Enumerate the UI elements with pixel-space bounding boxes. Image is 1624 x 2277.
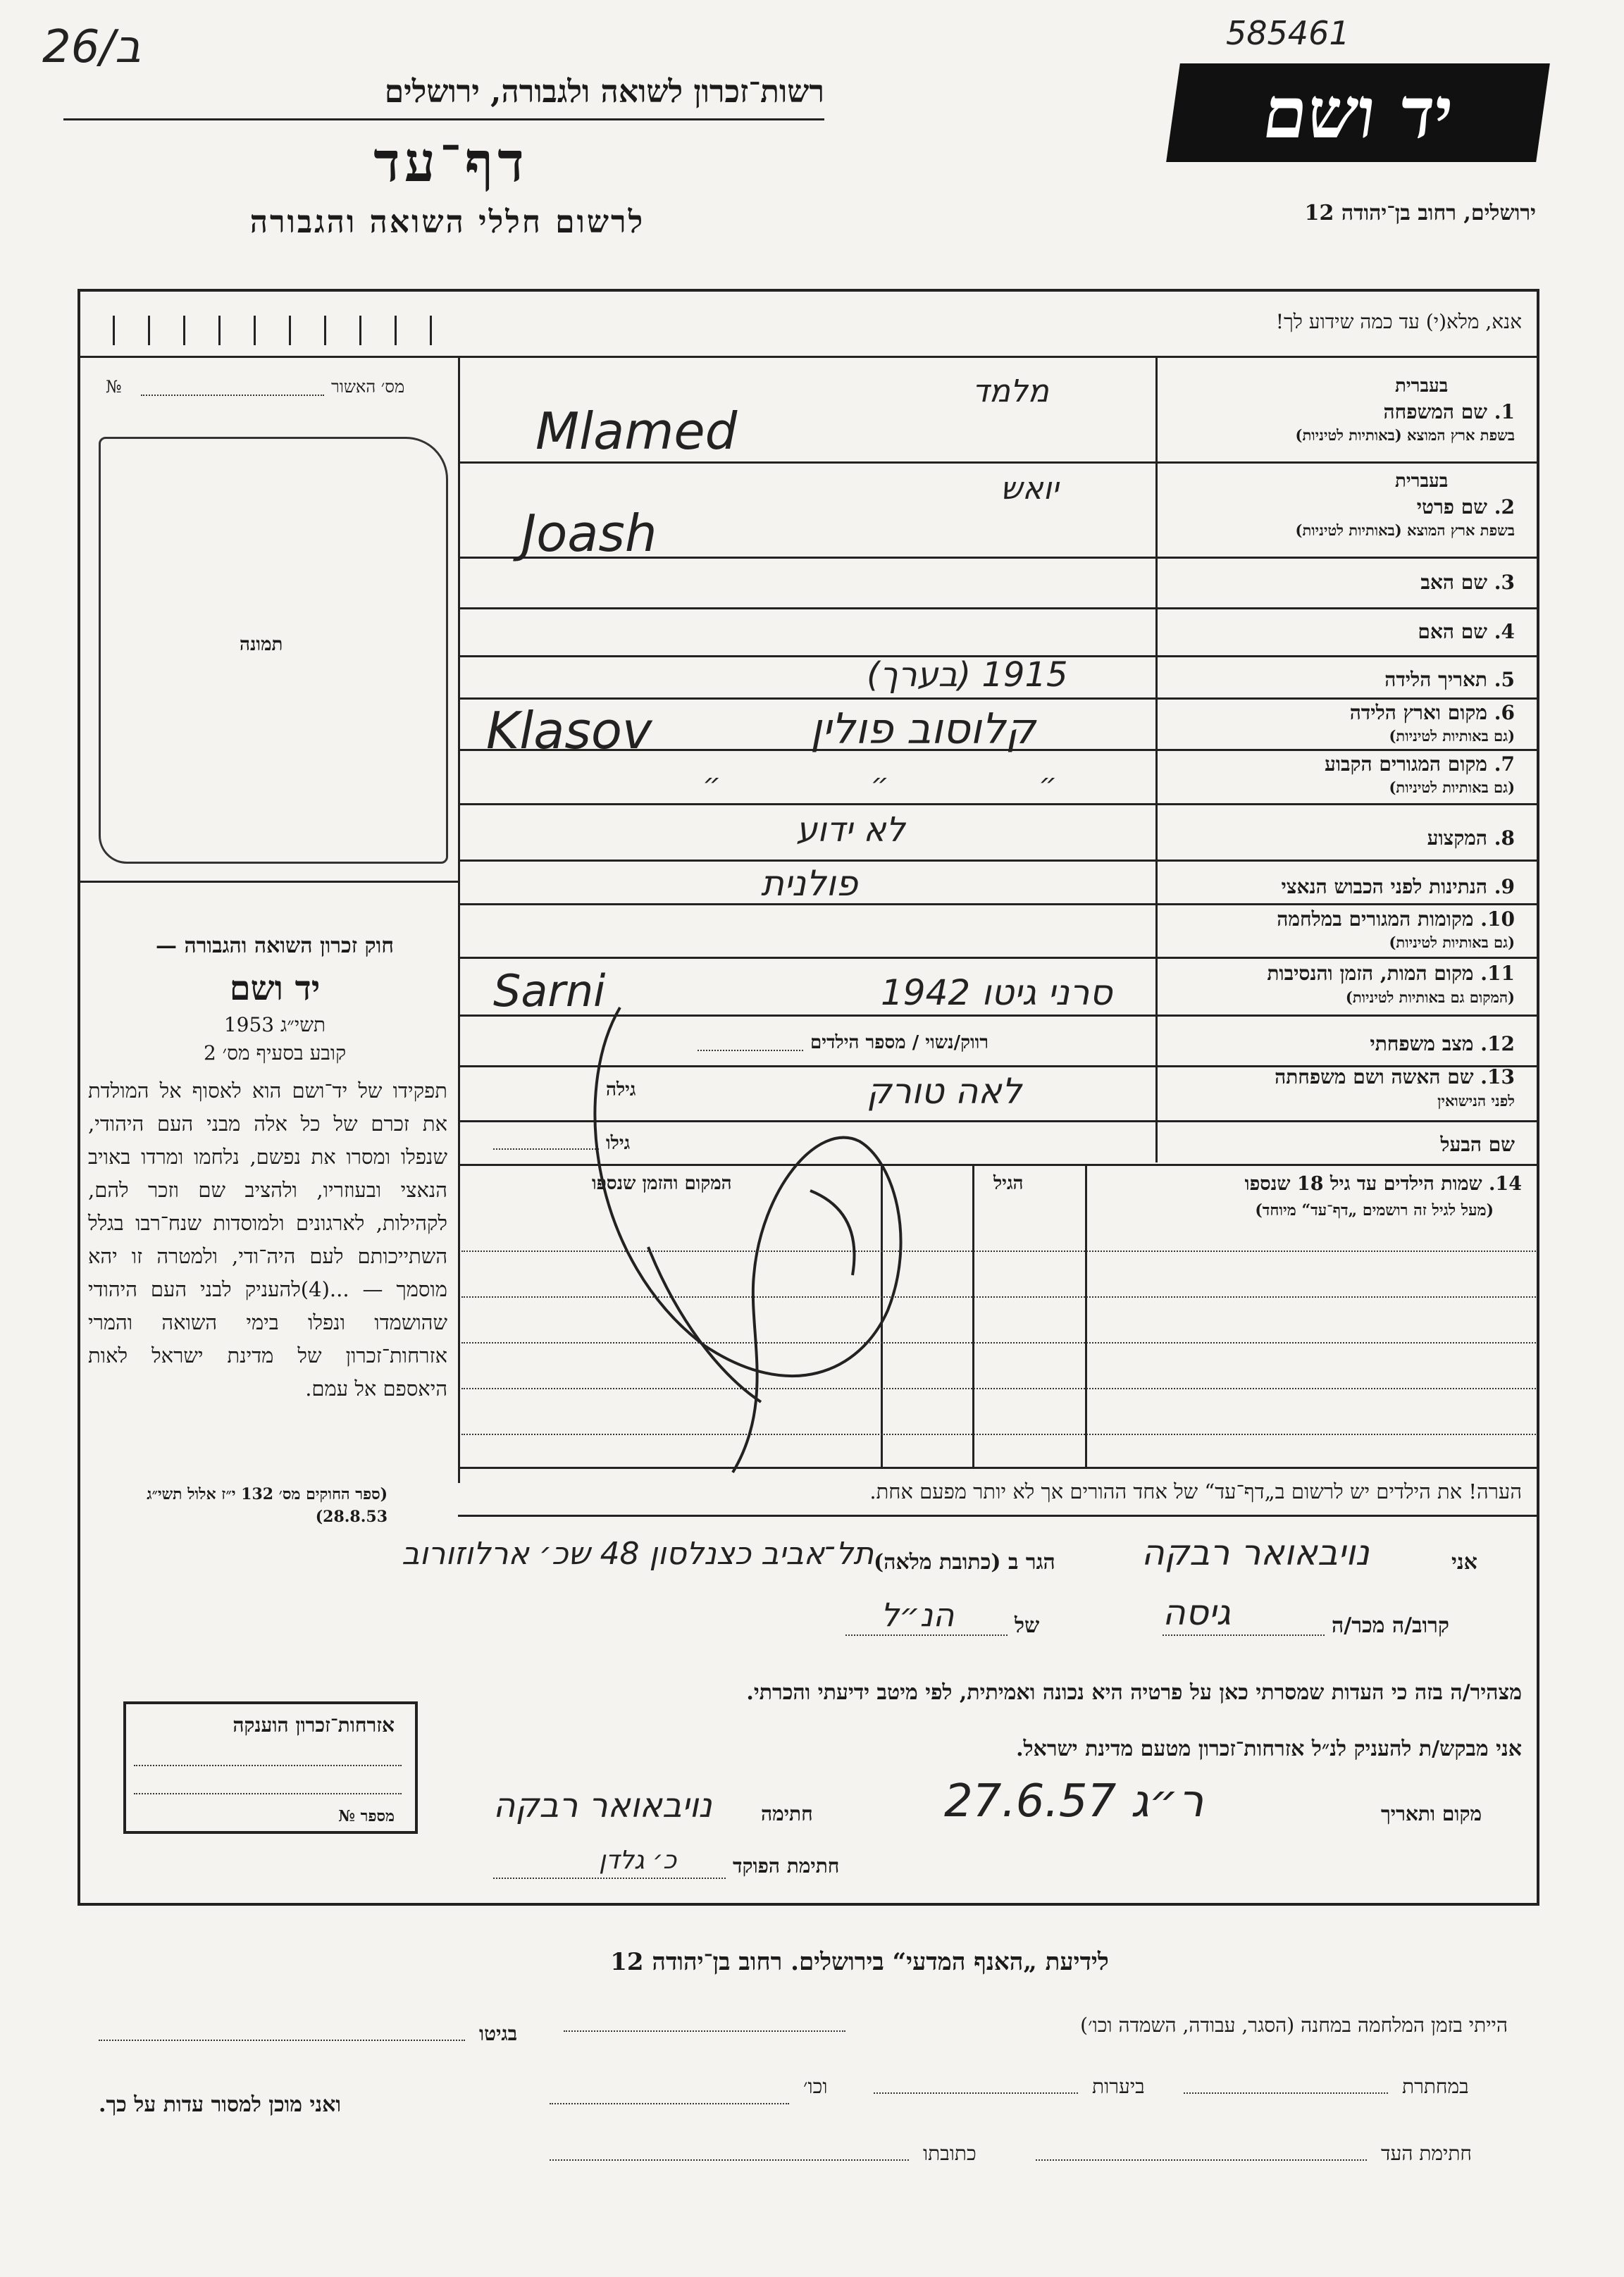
approval-number-field[interactable] [141, 395, 324, 396]
left-column-divider [458, 356, 460, 1483]
law-title: חוק זכרון השואה והגבורה — [156, 933, 394, 958]
official-signature-value[interactable]: כ׳ גלדן [599, 1846, 677, 1875]
occupation-value[interactable]: לא ידוע [796, 810, 905, 850]
field-label-citizenship: 9. הנתינות לפני הכבוש הנאצי [1281, 875, 1515, 898]
field-label-husband: שם הבעל [1440, 1133, 1515, 1156]
note-text: הערה! את הילדים יש לרשום ב„דף־עד“ של אחד ההורים אך לא יותר מפעם אחת. [869, 1479, 1522, 1503]
field-label-birth-date: 5. תאריך הלידה [1384, 668, 1515, 691]
declarant-name-value[interactable]: נויבאואר רבקה [1141, 1532, 1370, 1573]
field-label-residence: 7. מקום המגורים הקבוע [1325, 752, 1515, 776]
children-label: 14. שמות הילדים עד גיל 18 שנספו [1244, 1173, 1522, 1195]
field-label-wife: 13. שם האשה ושם משפחתה [1275, 1065, 1515, 1088]
given-name-hebrew-value[interactable]: יואש [1000, 471, 1059, 507]
law-body: תפקידו של יד־ושם הוא לאסוף אל המולדת את זכרם של כל אלה מבני העם היהודי, שנפלו ומסרו את נפשם, נלחמו ומרדו באויב הנאצי ובעוזריו, ולהציב שם וזכר להם, לקהילות, לארגונים ולמוסדות שנח־רבו בגלל השתייכותם לעם היה־ודי, ולמטרה זו יהא מוסמך — ...(4)להעניק לבני העם היהודי שהושמדו ונפלו בימי השואה והמרי אזרחות־זכרון של מדינת ישראל לאות היאספם אל עמם. [88, 1079, 447, 1401]
approval-number-label: מס׳ האשור [331, 377, 405, 397]
surname-hebrew-value[interactable]: מלמד [972, 373, 1049, 409]
death-place-latin-value[interactable]: Sarni [493, 965, 606, 1017]
declaration-text: מצהיר/ה בזה כי העדות שמסרתי כאן על פרטיה היא נכונה ואמיתית, לפי מיטב ידיעתי והכרתי. [746, 1680, 1522, 1705]
header-address: ירושלים, רחוב בן־יהודה 12 [1304, 201, 1536, 225]
field-label-mother: 4. שם האם [1418, 620, 1515, 643]
place-date-value[interactable]: ר״ג 27.6.57 [944, 1775, 1204, 1828]
death-details-value[interactable]: סרני גיטו 1942 [881, 972, 1112, 1013]
surname-latin-value[interactable]: Mlamed [535, 402, 738, 461]
footer-title: לידיעת „האנף המדעי“ בירושלים. רחוב בן־יהודה 12 [610, 1948, 1109, 1976]
relation-of-value[interactable]: הנ״ל [881, 1596, 955, 1634]
form-title: דף־עד [373, 130, 528, 194]
birth-place-hebrew-value[interactable]: קלוסוב פולין [810, 705, 1036, 754]
yad-vashem-logo: יד ושם [1166, 63, 1550, 162]
relation-value[interactable]: גיסה [1163, 1592, 1231, 1633]
field-label-birth-place: 6. מקום וארץ הלידה [1349, 701, 1515, 724]
intro-text: אנא, מלא(י) עד כמה שידוע לך! [1275, 310, 1522, 333]
header-rule [63, 118, 824, 120]
label-column-divider [1155, 356, 1158, 1162]
citizenship-value[interactable]: פולנית [761, 863, 858, 904]
birth-place-latin-value[interactable]: Klasov [486, 701, 652, 760]
form-subtitle: לרשום חללי השואה והגבורה [249, 204, 645, 240]
field-label-wartime-residence: 10. מקומות המגורים במלחמה [1277, 907, 1515, 931]
request-text: אני מבקש/ת להעניק לנ״ל אזרחות־זכרון מטעם מדינת ישראל. [1016, 1737, 1522, 1761]
field-label-marital-status: 12. מצב משפחתי [1370, 1032, 1515, 1055]
field-label-father: 3. שם האב [1420, 571, 1515, 594]
field-label-occupation: 8. המקצוע [1427, 826, 1515, 850]
law-year: תשי״ג 1953 [223, 1013, 326, 1036]
marital-status-options[interactable]: רווק/נשוי / מספר הילדים [810, 1032, 989, 1053]
hebrew-tag-1: בעברית [1395, 376, 1449, 397]
given-name-latin-value[interactable]: Joash [521, 504, 657, 563]
declarant-address-value[interactable]: תל־אביב כצנלסון 48 שכ׳ ארלוזורוב [402, 1536, 874, 1572]
children-place-header: המקום והזמן שנספו [592, 1173, 732, 1194]
photo-label: תמונה [240, 634, 283, 655]
field-label-death: 11. מקום המות, הזמן והנסיבות [1267, 962, 1515, 985]
children-age-header: הגיל [993, 1173, 1024, 1194]
signature-value[interactable]: נויבאואר רבקה [493, 1786, 712, 1825]
archive-stamp-number: 26/ב [42, 21, 141, 73]
document-number: 585461 [1226, 14, 1350, 52]
handwritten-signature-scribble [564, 979, 989, 1487]
authority-name: רשות־זכרון לשואה ולגבורה, ירושלים [384, 74, 824, 110]
law-name: יד ושם [229, 969, 321, 1008]
residence-value[interactable]: ״ ״ ״ [702, 768, 1057, 800]
law-source: (ספר החוקים מס׳ 132 י״ז אלול תשי״ג 28.8.53) [147, 1485, 388, 1526]
law-clause: קובע בסעיף מס׳ 2 [203, 1041, 347, 1065]
wife-name-value[interactable]: לאה טורק [867, 1071, 1022, 1112]
field-label-surname: 1. שם המשפחה [1383, 400, 1515, 423]
birth-date-value[interactable]: 1915 (בערך) [867, 655, 1068, 695]
field-label-given-name: 2. שם פרטי [1416, 495, 1515, 519]
